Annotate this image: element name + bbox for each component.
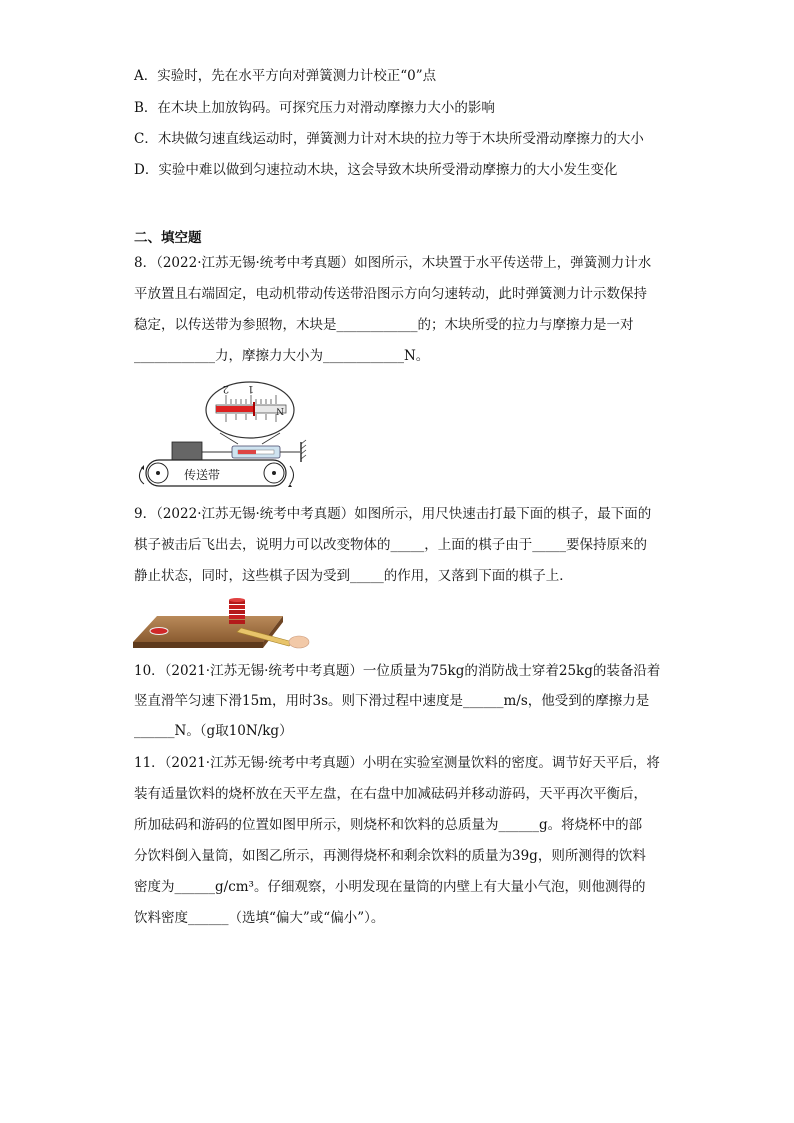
scale-mark-2: 2 xyxy=(222,383,229,394)
q11-line-1: 11．（2021·江苏无锡·统考中考真题）小明在实验室测量饮料的密度。调节好天平后，将 xyxy=(134,755,660,771)
q10-line-1: 10．（2021·江苏无锡·统考中考真题）一位质量为75kg的消防战士穿着25kg的装备沿着 xyxy=(134,663,661,679)
q8-line-2: 平放置且右端固定，电动机带动传送带沿图示方向匀速转动，此时弹簧测力计示数保持 xyxy=(134,286,647,302)
chess-stack xyxy=(229,598,245,624)
chess-pieces-figure xyxy=(133,594,315,650)
q10-line-2: 竖直滑竿匀速下滑15m，用时3s。则下滑过程中速度是______m/s，他受到的摩擦力是 xyxy=(134,693,650,709)
option-c: C．木块做匀速直线运动时，弹簧测力计对木块的拉力等于木块所受滑动摩擦力的大小 xyxy=(134,131,644,147)
q11-line-3: 所加砝码和游码的位置如图甲所示，则烧杯和饮料的总质量为______g。将烧杯中的部 xyxy=(134,817,643,833)
hand xyxy=(289,636,309,648)
scale-unit-n: N xyxy=(276,405,284,415)
scale-mark-1: 1 xyxy=(247,383,254,394)
q11-line-6: 饮料密度______（选填“偏大”或“偏小”）。 xyxy=(134,910,385,926)
wood-block xyxy=(172,442,202,460)
flying-piece xyxy=(150,628,168,635)
q9-line-3: 静止状态，同时，这些棋子因为受到_____的作用，又落到下面的棋子上． xyxy=(134,568,573,584)
q8-line-4: ____________力，摩擦力大小为____________N。 xyxy=(134,348,430,364)
q8-line-1: 8．（2022·江苏无锡·统考中考真题）如图所示，木块置于水平传送带上，弹簧测力计水 xyxy=(134,255,652,271)
q8-line-3: 稳定，以传送带为参照物，木块是____________的；木块所受的拉力与摩擦力是一对 xyxy=(134,317,634,333)
option-b: B．在木块上加放钩码。可探究压力对滑动摩擦力大小的影响 xyxy=(134,100,495,116)
q9-line-2: 棋子被击后飞出去，说明力可以改变物体的_____，上面的棋子由于_____要保持原来的 xyxy=(134,537,647,553)
q11-line-2: 装有适量饮料的烧杯放在天平左盘，在右盘中加减砝码并移动游码，天平再次平衡后， xyxy=(134,786,647,802)
option-a: A．实验时，先在水平方向对弹簧测力计校正“0”点 xyxy=(134,68,437,84)
q11-line-4: 分饮料倒入量筒，如图乙所示，再测得烧杯和剩余饮料的质量为39g，则所测得的饮料 xyxy=(134,848,646,864)
belt-label: 传送带 xyxy=(184,468,221,482)
q9-line-1: 9．（2022·江苏无锡·统考中考真题）如图所示，用尺快速击打最下面的棋子，最下面的 xyxy=(134,506,652,522)
q10-line-3: ______N。（g取10N/kg） xyxy=(134,723,293,739)
conveyor-belt-figure xyxy=(134,380,324,492)
q11-line-5: 密度为______g/cm³。仔细观察，小明发现在量筒的内壁上有大量小气泡，则他测得的 xyxy=(134,879,646,895)
option-d: D．实验中难以做到匀速拉动木块，这会导致木块所受滑动摩擦力的大小发生变化 xyxy=(134,162,618,178)
section-title: 二、填空题 xyxy=(134,230,202,246)
